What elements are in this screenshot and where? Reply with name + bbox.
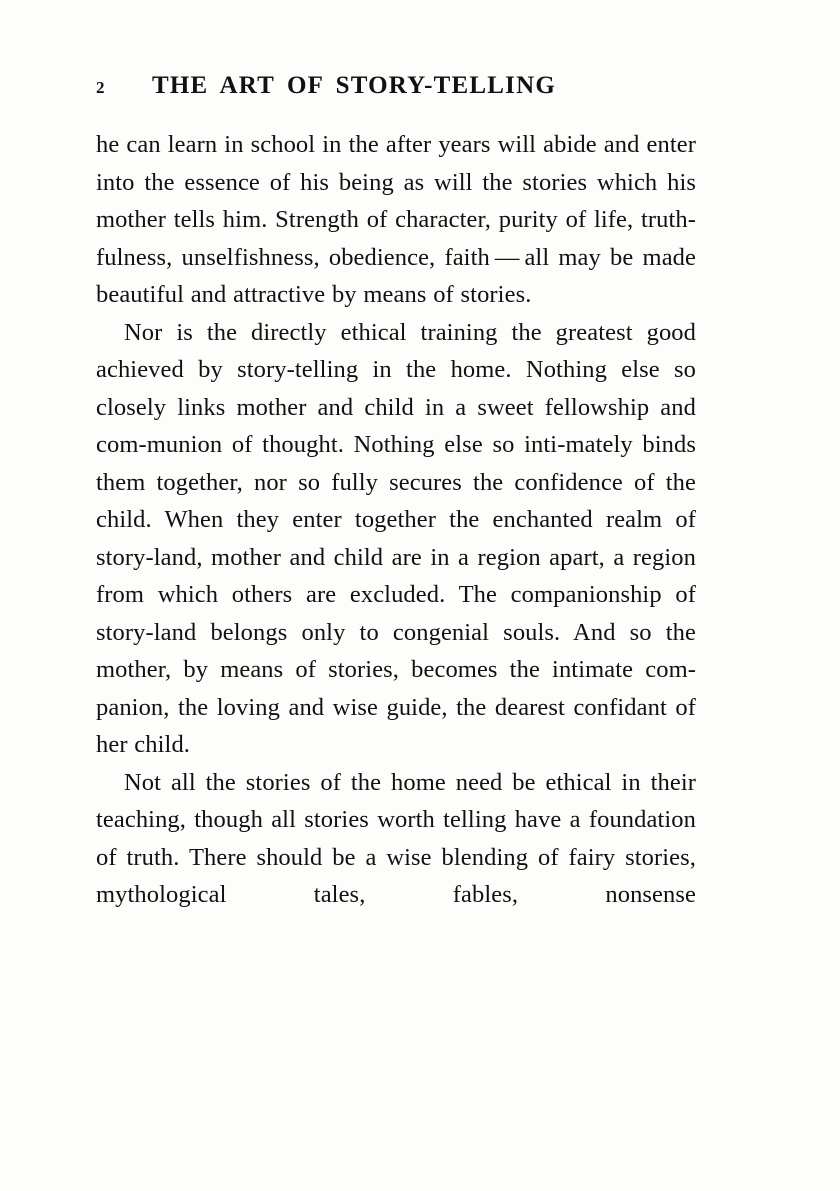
page-title: THE ART OF STORY-TELLING	[152, 72, 556, 99]
page-content	[96, 72, 696, 914]
paragraph-2: Nor is the directly ethical training the greatest good achieved by story-telling in the home. Nothing else so closely links mother and child in a sweet fellowship and com-munion of thought. Nothing else so inti-mately binds them together, nor so fully secures the confidence of the child. When they enter together the enchanted realm of story-land, mother and child are in a region apart, a region from which others are excluded. The companionship of story-land belongs only to congenial souls. And so the mother, by means of stories, becomes the intimate com-panion, the loving and wise guide, the dearest confidant of her child.	[96, 318, 696, 758]
paragraph-1: he can learn in school in the after years will abide and enter into the essence of his being as will the stories which his mother tells him. Strength of character, purity of life, truth-fulness, unselfishness, obedience, faith — all may be made beautiful and attractive by means of stories.	[96, 131, 696, 308]
page-number: 2	[96, 78, 105, 97]
running-head	[96, 72, 696, 100]
paragraph-3: Not all the stories of the home need be ethical in their teaching, though all stories worth telling have a foundation of truth. There should be a wise blending of fairy stories, mythological tales, fables, nonsense	[96, 768, 696, 908]
body-text	[96, 126, 696, 914]
